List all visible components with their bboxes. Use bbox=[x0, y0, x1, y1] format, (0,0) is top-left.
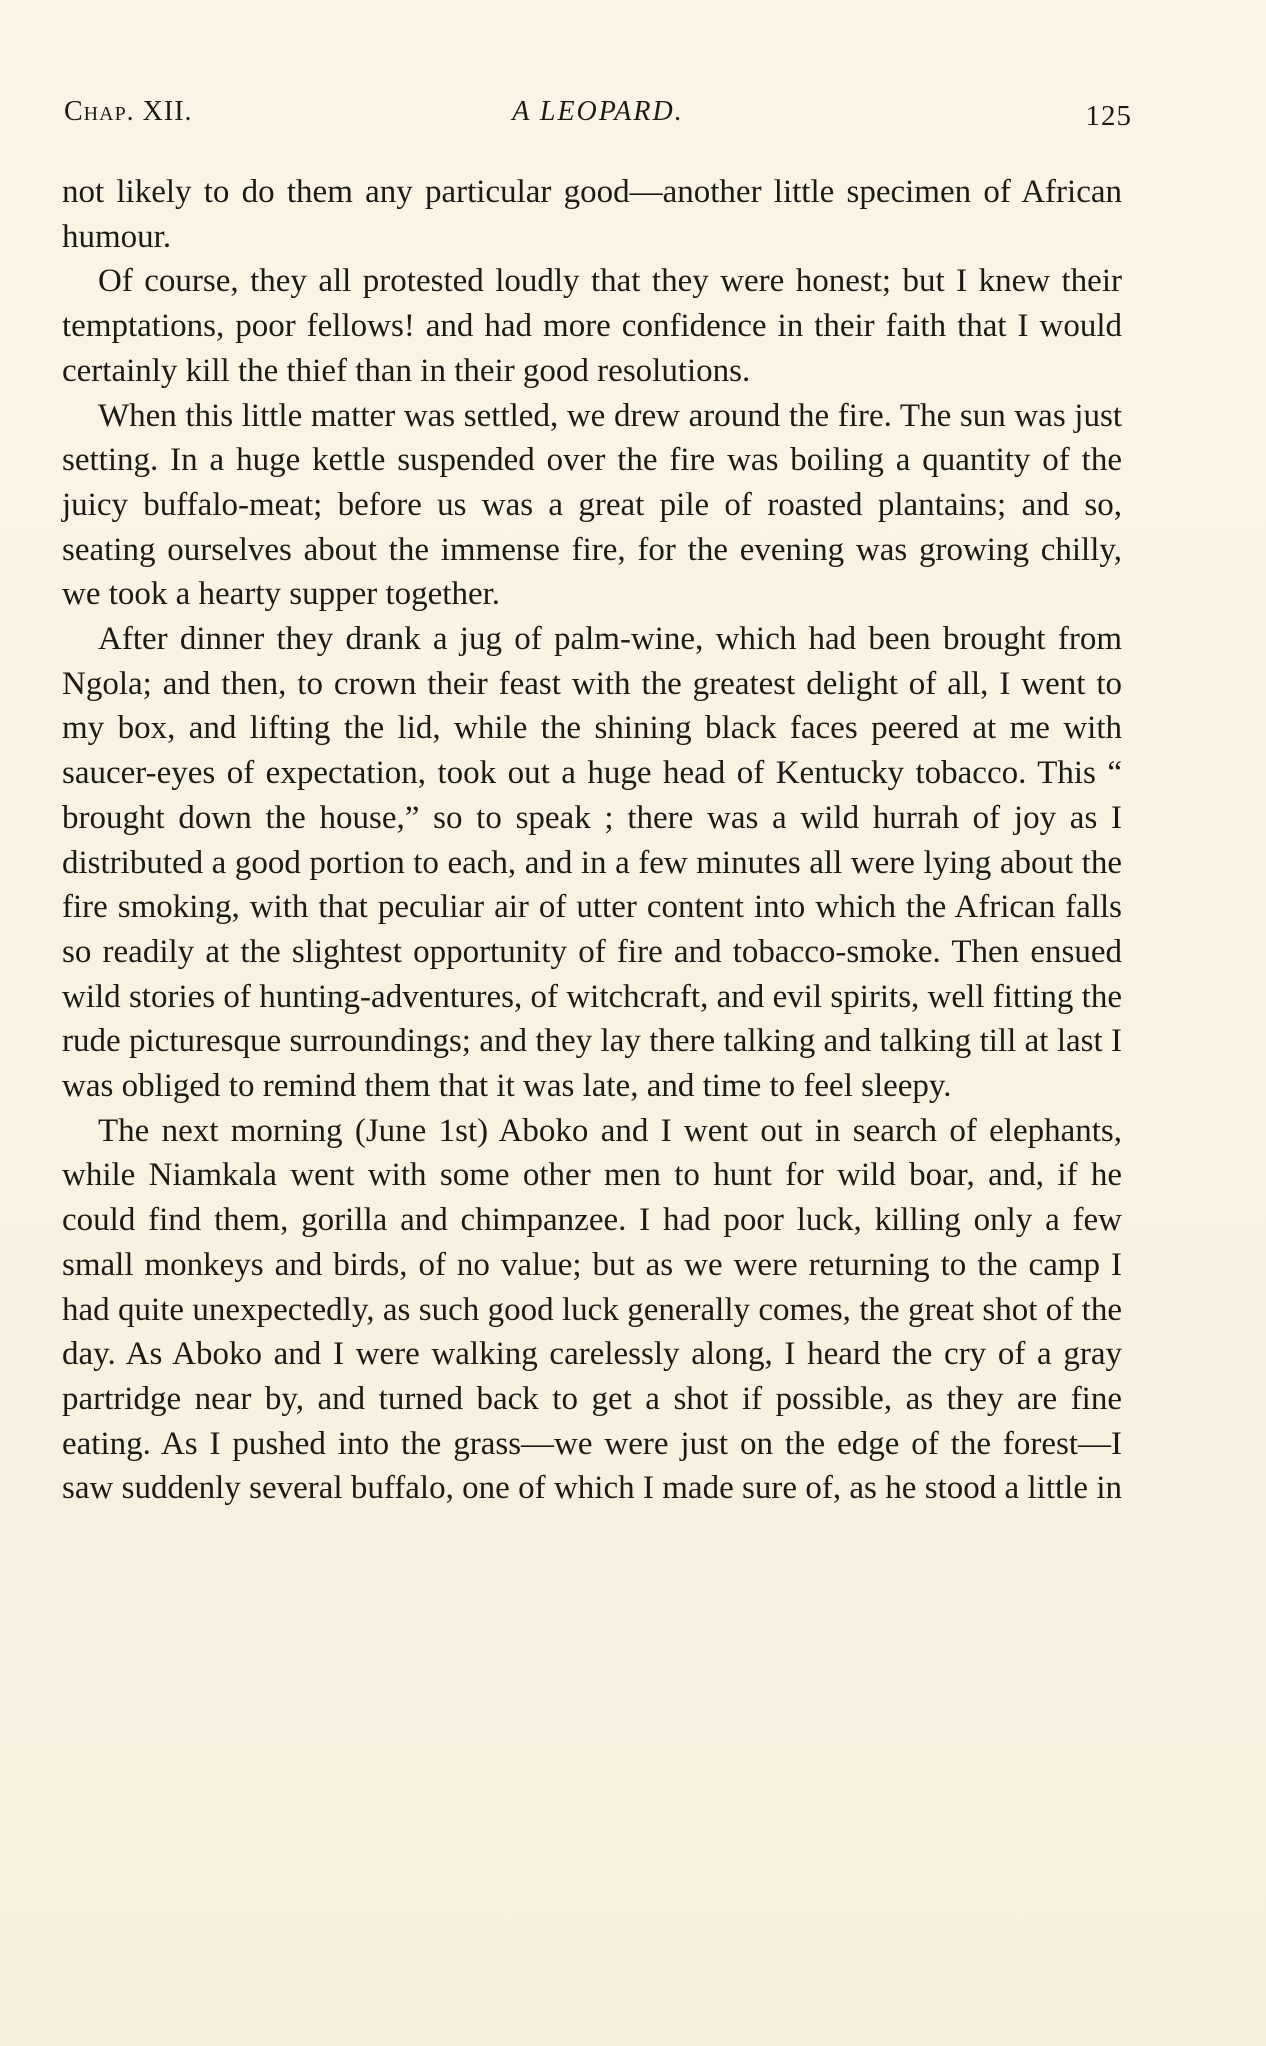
page-number: 125 bbox=[1085, 100, 1132, 132]
chapter-label: Chap. XII. bbox=[64, 96, 193, 127]
paragraph-hunt: The next morning (June 1st) Aboko and I went out in search of elephants, while Niamkala went with some other men to hunt for wild boar, and, if he could find them, gorilla and chimpanzee. I had poor luck, killing only a few small monkeys and birds, of no value; but as we were returning to the camp I had quite unexpectedly, as such good luck generally comes, the great shot of the day. As Aboko and I were walking carelessly along, I heard the cry of a gray partridge near by, and turned back to get a shot if possible, as they are fine eating. As I pushed into the grass—we were just on the edge of the forest—I saw suddenly several buffalo, one of which I made sure of, as he stood a little in bbox=[62, 1112, 1122, 1507]
body-text bbox=[62, 170, 1122, 1511]
paragraph-tobacco: After dinner they drank a jug of palm-wine, which had been brought from Ngola; and then, to crown their feast with the greatest delight of all, I went to my box, and lifting the lid, while the shining black faces peered at me with saucer-eyes of expectation, took out a huge head of Kentucky tobacco. This “ brought down the house,” so to speak ; there was a wild hurrah of joy as I distributed a good portion to each, and in a few minutes all were lying about the fire smoking, with that peculiar air of utter content into which the African falls so readily at the slightest opportunity of fire and tobacco-smoke. Then ensued wild stories of hunting-adventures, of witchcraft, and evil spirits, well fitting the rude picturesque surroundings; and they lay there talking and talking till at last I was obliged to remind them that it was late, and time to feel sleepy. bbox=[62, 621, 1122, 1105]
paragraph-protest: Of course, they all protested loudly that they were honest; but I knew their temptations, poor fellows! and had more confidence in their faith that I would certainly kill the thief than in their good resolutions. bbox=[62, 263, 1122, 389]
paragraph-supper: When this little matter was settled, we drew around the fire. The sun was just setting. In a huge kettle suspended over the fire was boiling a quantity of the juicy buffalo-meat; before us was a great pile of roasted plantains; and so, seating ourselves about the immense fire, for the evening was growing chilly, we took a hearty supper together. bbox=[62, 397, 1122, 613]
running-title: A LEOPARD. bbox=[512, 96, 684, 127]
paragraph-continuation: not likely to do them any particular good—another little specimen of African humour. bbox=[62, 174, 1122, 255]
running-head bbox=[64, 96, 1132, 136]
